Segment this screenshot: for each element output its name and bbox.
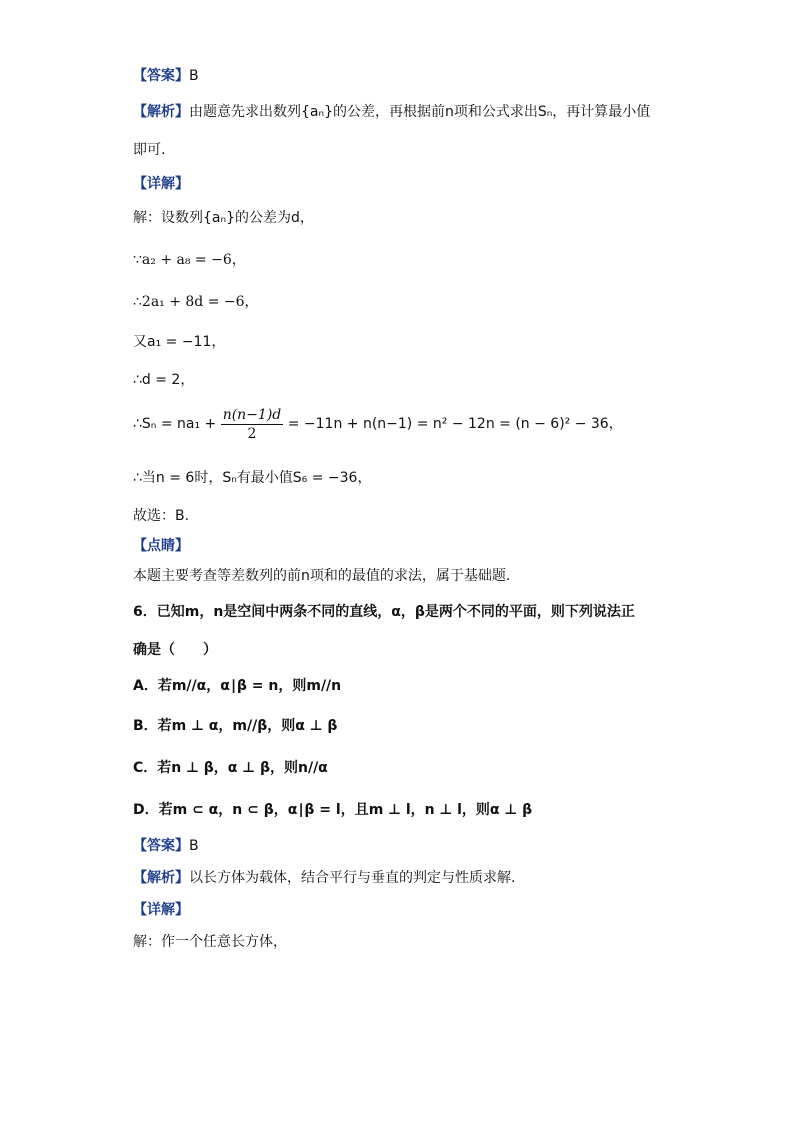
solution-line-3: ∴2a₁ + 8d = −6， xyxy=(133,294,259,310)
answer-tag-2: 【答案】 xyxy=(133,838,189,854)
conclusion-line: ∴当n = 6时，Sₙ有最小值S₆ = −36， xyxy=(133,470,372,486)
sn-formula-line xyxy=(133,404,623,444)
analysis-text-2: 以长方体为载体，结合平行与垂直的判定与性质求解. xyxy=(189,870,516,886)
answer-value: B xyxy=(189,68,199,84)
analysis-tag: 【解析】 xyxy=(133,104,189,120)
answer-line-2 xyxy=(133,836,199,856)
sn-formula-suffix: = −11n + n(n−1) = n² − 12n = (n − 6)² − 36， xyxy=(283,416,623,432)
solution-2-line-1: 解：作一个任意长方体， xyxy=(133,934,287,950)
highlight-text: 本题主要考查等差数列的前n项和的最值的求法，属于基础题. xyxy=(133,568,511,584)
highlight-tag: 【点睛】 xyxy=(133,538,189,554)
analysis-tag-2: 【解析】 xyxy=(133,870,189,886)
detail-tag-line-2 xyxy=(133,900,189,920)
answer-line-1 xyxy=(133,66,199,86)
question-6-line-2: 确是（ ） xyxy=(133,642,217,658)
fraction-denominator: 2 xyxy=(247,425,257,442)
option-d: D．若m ⊂ α，n ⊂ β，α∣β = l，且m ⊥ l，n ⊥ l，则α ⊥ β xyxy=(133,802,533,818)
option-c: C．若n ⊥ β，α ⊥ β，则n//α xyxy=(133,760,328,776)
option-b: B．若m ⊥ α，m//β，则α ⊥ β xyxy=(133,718,338,734)
detail-tag: 【详解】 xyxy=(133,176,189,192)
analysis-line-1 xyxy=(133,102,650,122)
answer-tag: 【答案】 xyxy=(133,68,189,84)
answer-value-2: B xyxy=(189,838,199,854)
solution-line-4: 又a₁ = −11， xyxy=(133,334,226,350)
fraction-numerator: n(n−1)d xyxy=(222,406,282,423)
highlight-tag-line xyxy=(133,536,189,556)
question-6-line-1: 6．已知m，n是空间中两条不同的直线，α，β是两个不同的平面，则下列说法正 xyxy=(133,604,635,620)
choose-line: 故选：B. xyxy=(133,508,190,524)
solution-line-2: ∵a₂ + a₈ = −6， xyxy=(133,252,246,268)
analysis-text: 由题意先求出数列{aₙ}的公差，再根据前n项和公式求出Sₙ，再计算最小值 xyxy=(189,104,651,120)
sn-formula-fraction xyxy=(221,406,284,443)
solution-line-1: 解：设数列{aₙ}的公差为d， xyxy=(133,210,314,226)
analysis-line-3 xyxy=(133,868,515,888)
solution-line-5: ∴d = 2， xyxy=(133,372,195,388)
sn-formula-prefix: ∴Sₙ = na₁ + xyxy=(133,416,221,432)
detail-tag-2: 【详解】 xyxy=(133,902,189,918)
analysis-line-2: 即可. xyxy=(133,142,166,158)
detail-tag-1 xyxy=(133,174,189,194)
option-a: A．若m//α，α∣β = n，则m//n xyxy=(133,678,342,694)
